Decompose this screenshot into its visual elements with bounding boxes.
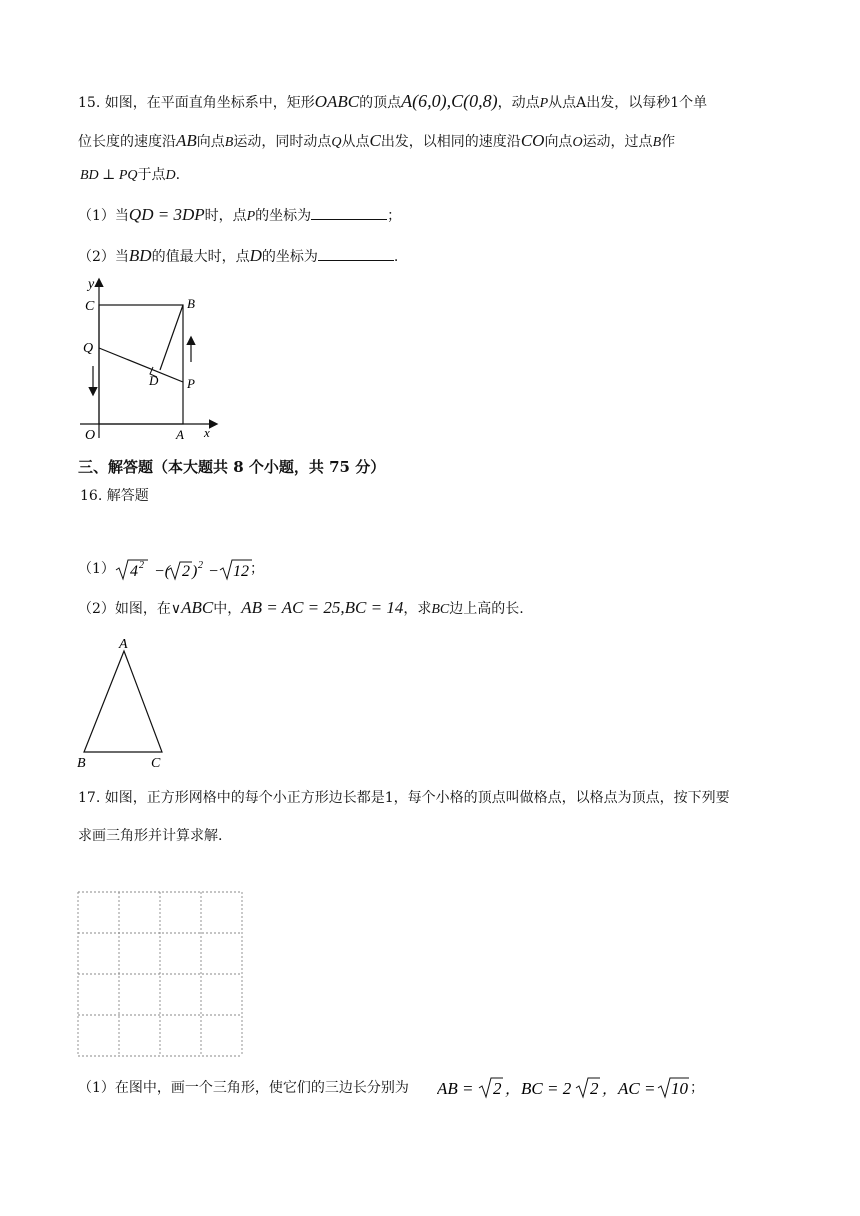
q15-figure: [76, 276, 226, 446]
svg-text:AC =: AC =: [618, 1079, 656, 1098]
svg-text:BC = 2: BC = 2: [521, 1079, 572, 1098]
q16-title: 16. 解答题: [80, 488, 149, 504]
q15-number: 15.: [78, 95, 101, 111]
svg-text:): ): [192, 563, 198, 580]
label-y: y: [88, 277, 95, 292]
label-O: O: [85, 428, 96, 443]
svg-text:4: 4: [130, 563, 138, 580]
triangle-ABC: [84, 651, 162, 752]
label-B: B: [77, 756, 86, 771]
q15-line3: BD ⊥ PQ于点D.: [80, 167, 181, 183]
section-heading: 三、解答题（本大题共 8 个小题，共 75 分）: [78, 458, 386, 476]
svg-text:2: 2: [198, 560, 203, 571]
q17-lengths: [437, 1070, 697, 1104]
q15-sub1: （1）当QD = 3DP时，点P的坐标为 ；: [78, 205, 402, 224]
q17-number: 17.: [78, 790, 101, 806]
svg-text:−: −: [208, 563, 219, 580]
q17-line1: 17. 如图，正方形网格中的每个小正方形边长都是1，每个小格的顶点叫做格点，以格点为顶点，按下列要: [78, 790, 730, 806]
label-A: A: [176, 427, 184, 442]
q16-expression: [112, 554, 262, 584]
q17-sub1-math: [437, 1070, 697, 1104]
q16-sub2: （2）如图，在∨ABC中，AB = AC = 25,BC = 14，求BC边上高的长.: [78, 598, 524, 617]
q16-number: 16.: [80, 488, 103, 504]
svg-text:2: 2: [590, 1079, 599, 1098]
svg-text:2: 2: [182, 563, 190, 580]
svg-text:2: 2: [493, 1079, 502, 1098]
svg-text:12: 12: [233, 563, 249, 580]
q17-sub1: （1）在图中，画一个三角形，使它们的三边长分别为: [78, 1080, 409, 1096]
segment-BD: [160, 305, 183, 370]
svg-text:10: 10: [671, 1079, 688, 1098]
label-C: C: [151, 756, 161, 771]
label-A: A: [119, 637, 128, 652]
label-x: x: [204, 425, 210, 440]
svg-text:，: ，: [602, 1082, 618, 1098]
q15-line2: 位长度的速度沿AB向点B运动，同时动点Q从点C出发，以相同的速度沿CO向点O运动，过点B作: [78, 131, 676, 150]
q15-sub2: （2）当BD的值最大时，点D的坐标为 .: [78, 246, 399, 265]
svg-text:AB =: AB =: [437, 1079, 474, 1098]
q16-sub1: （1）: [78, 561, 115, 577]
label-C: C: [85, 299, 95, 314]
label-B: B: [187, 296, 195, 311]
svg-text:−(: −(: [154, 563, 171, 580]
answer-blank-1[interactable]: [311, 205, 387, 220]
segment-QP: [99, 348, 183, 382]
answer-blank-2[interactable]: [318, 246, 394, 261]
svg-text:2: 2: [139, 560, 144, 571]
label-Q: Q: [83, 341, 94, 356]
label-P: P: [187, 376, 195, 391]
label-D: D: [149, 373, 159, 388]
svg-text:，: ，: [505, 1082, 521, 1098]
square-grid[interactable]: [76, 890, 244, 1058]
q16-triangle-figure: [74, 632, 174, 772]
q15-line1: 15. 如图，在平面直角坐标系中，矩形OABC的顶点A(6,0),C(0,8)，动点P从点A出发，以每秒1个单: [78, 91, 708, 111]
q17-line2: 求画三角形并计算求解.: [78, 828, 223, 844]
